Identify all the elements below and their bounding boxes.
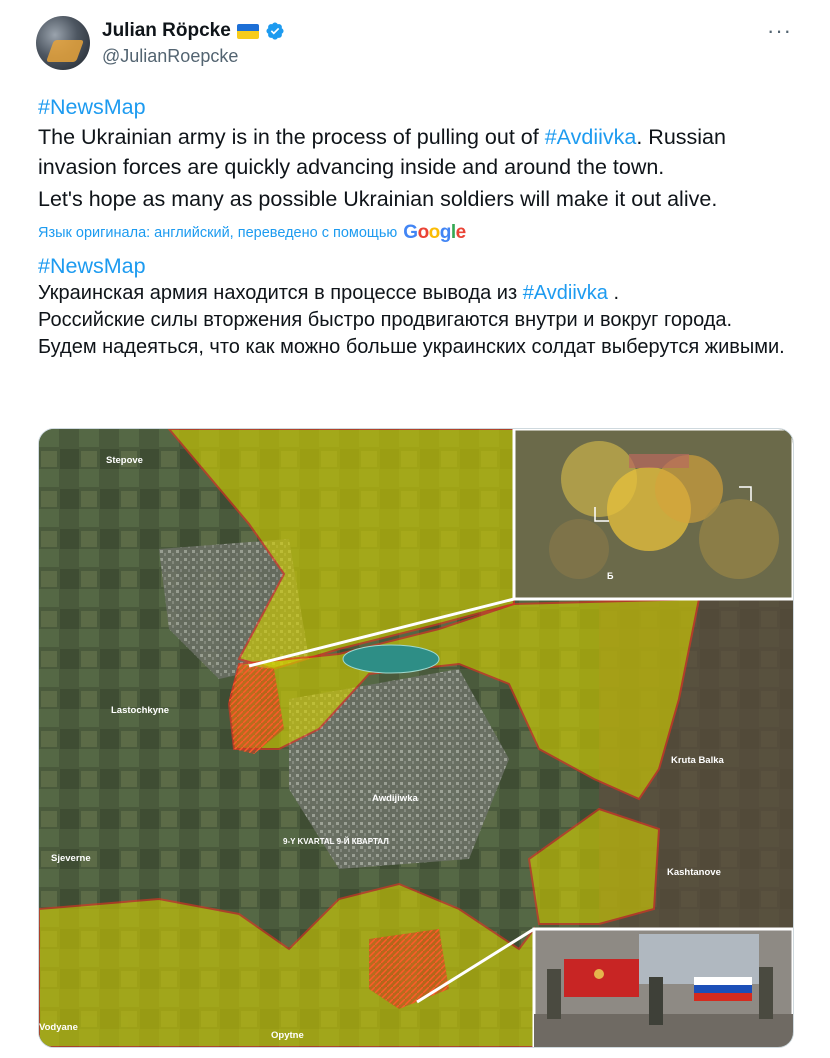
more-options-icon[interactable]: ··· bbox=[767, 18, 792, 43]
label-sjeverne: Sjeverne bbox=[51, 853, 91, 864]
inset-drone-footage bbox=[514, 429, 793, 599]
translation-note[interactable] bbox=[38, 222, 466, 244]
translated-line1-pre: Украинская армия находится в процессе вывода из bbox=[38, 282, 523, 304]
label-vodyane: Vodyane bbox=[39, 1022, 78, 1033]
russian-flag bbox=[694, 977, 752, 1001]
label-kvartal: 9-Y KVARTAL 9-Й КВАРТАЛ bbox=[283, 837, 389, 846]
tweet-text-original bbox=[38, 92, 798, 214]
avatar[interactable] bbox=[36, 16, 90, 70]
map-image[interactable] bbox=[38, 428, 794, 1048]
tweet-header bbox=[36, 14, 796, 74]
hashtag-newsmap[interactable]: #NewsMap bbox=[38, 95, 146, 119]
author-name-row[interactable] bbox=[102, 20, 285, 42]
handle[interactable]: @JulianRoepcke bbox=[102, 46, 239, 66]
translated-hashtag-newsmap[interactable]: #NewsMap bbox=[38, 254, 146, 278]
verified-badge-icon bbox=[265, 21, 285, 41]
google-logo: Google bbox=[403, 222, 466, 243]
hashtag-avdiivka[interactable]: #Avdiivka bbox=[544, 125, 637, 149]
label-avdijiwka: Awdijiwka bbox=[372, 793, 418, 804]
tweet-text-translated bbox=[38, 252, 798, 361]
reservoir bbox=[343, 645, 439, 673]
inset-flag-photo bbox=[534, 929, 793, 1047]
original-line1-pre: The Ukrainian army is in the process of pulling out of bbox=[38, 125, 545, 149]
translation-note-text: Язык оригинала: английский, переведено с помощью bbox=[38, 225, 398, 241]
inset-caption: Б bbox=[607, 571, 614, 581]
translated-line1-post: . bbox=[607, 282, 620, 304]
display-name[interactable]: Julian Röpcke bbox=[102, 20, 231, 41]
original-line2: Let's hope as many as possible Ukrainian soldiers will make it out alive. bbox=[38, 187, 718, 211]
label-lastochkyne: Lastochkyne bbox=[111, 705, 170, 716]
translated-hashtag-avdiivka[interactable]: #Avdiivka bbox=[522, 282, 608, 304]
label-kruta-balka: Kruta Balka bbox=[671, 755, 724, 766]
ukraine-flag-icon bbox=[237, 24, 259, 39]
label-opytne: Opytne bbox=[271, 1030, 304, 1041]
label-stepove: Stepove bbox=[106, 455, 143, 466]
translated-line2: Российские силы вторжения быстро продвигаются внутри и вокруг города. bbox=[38, 309, 733, 331]
map-svg bbox=[39, 429, 793, 1047]
translated-line3: Будем надеяться, что как можно больше украинских солдат выберутся живыми. bbox=[38, 336, 785, 358]
original-line1-post: . Russian invasion forces are quickly advancing inside and around the town. bbox=[38, 125, 726, 179]
label-kashtanove: Kashtanove bbox=[667, 867, 721, 878]
